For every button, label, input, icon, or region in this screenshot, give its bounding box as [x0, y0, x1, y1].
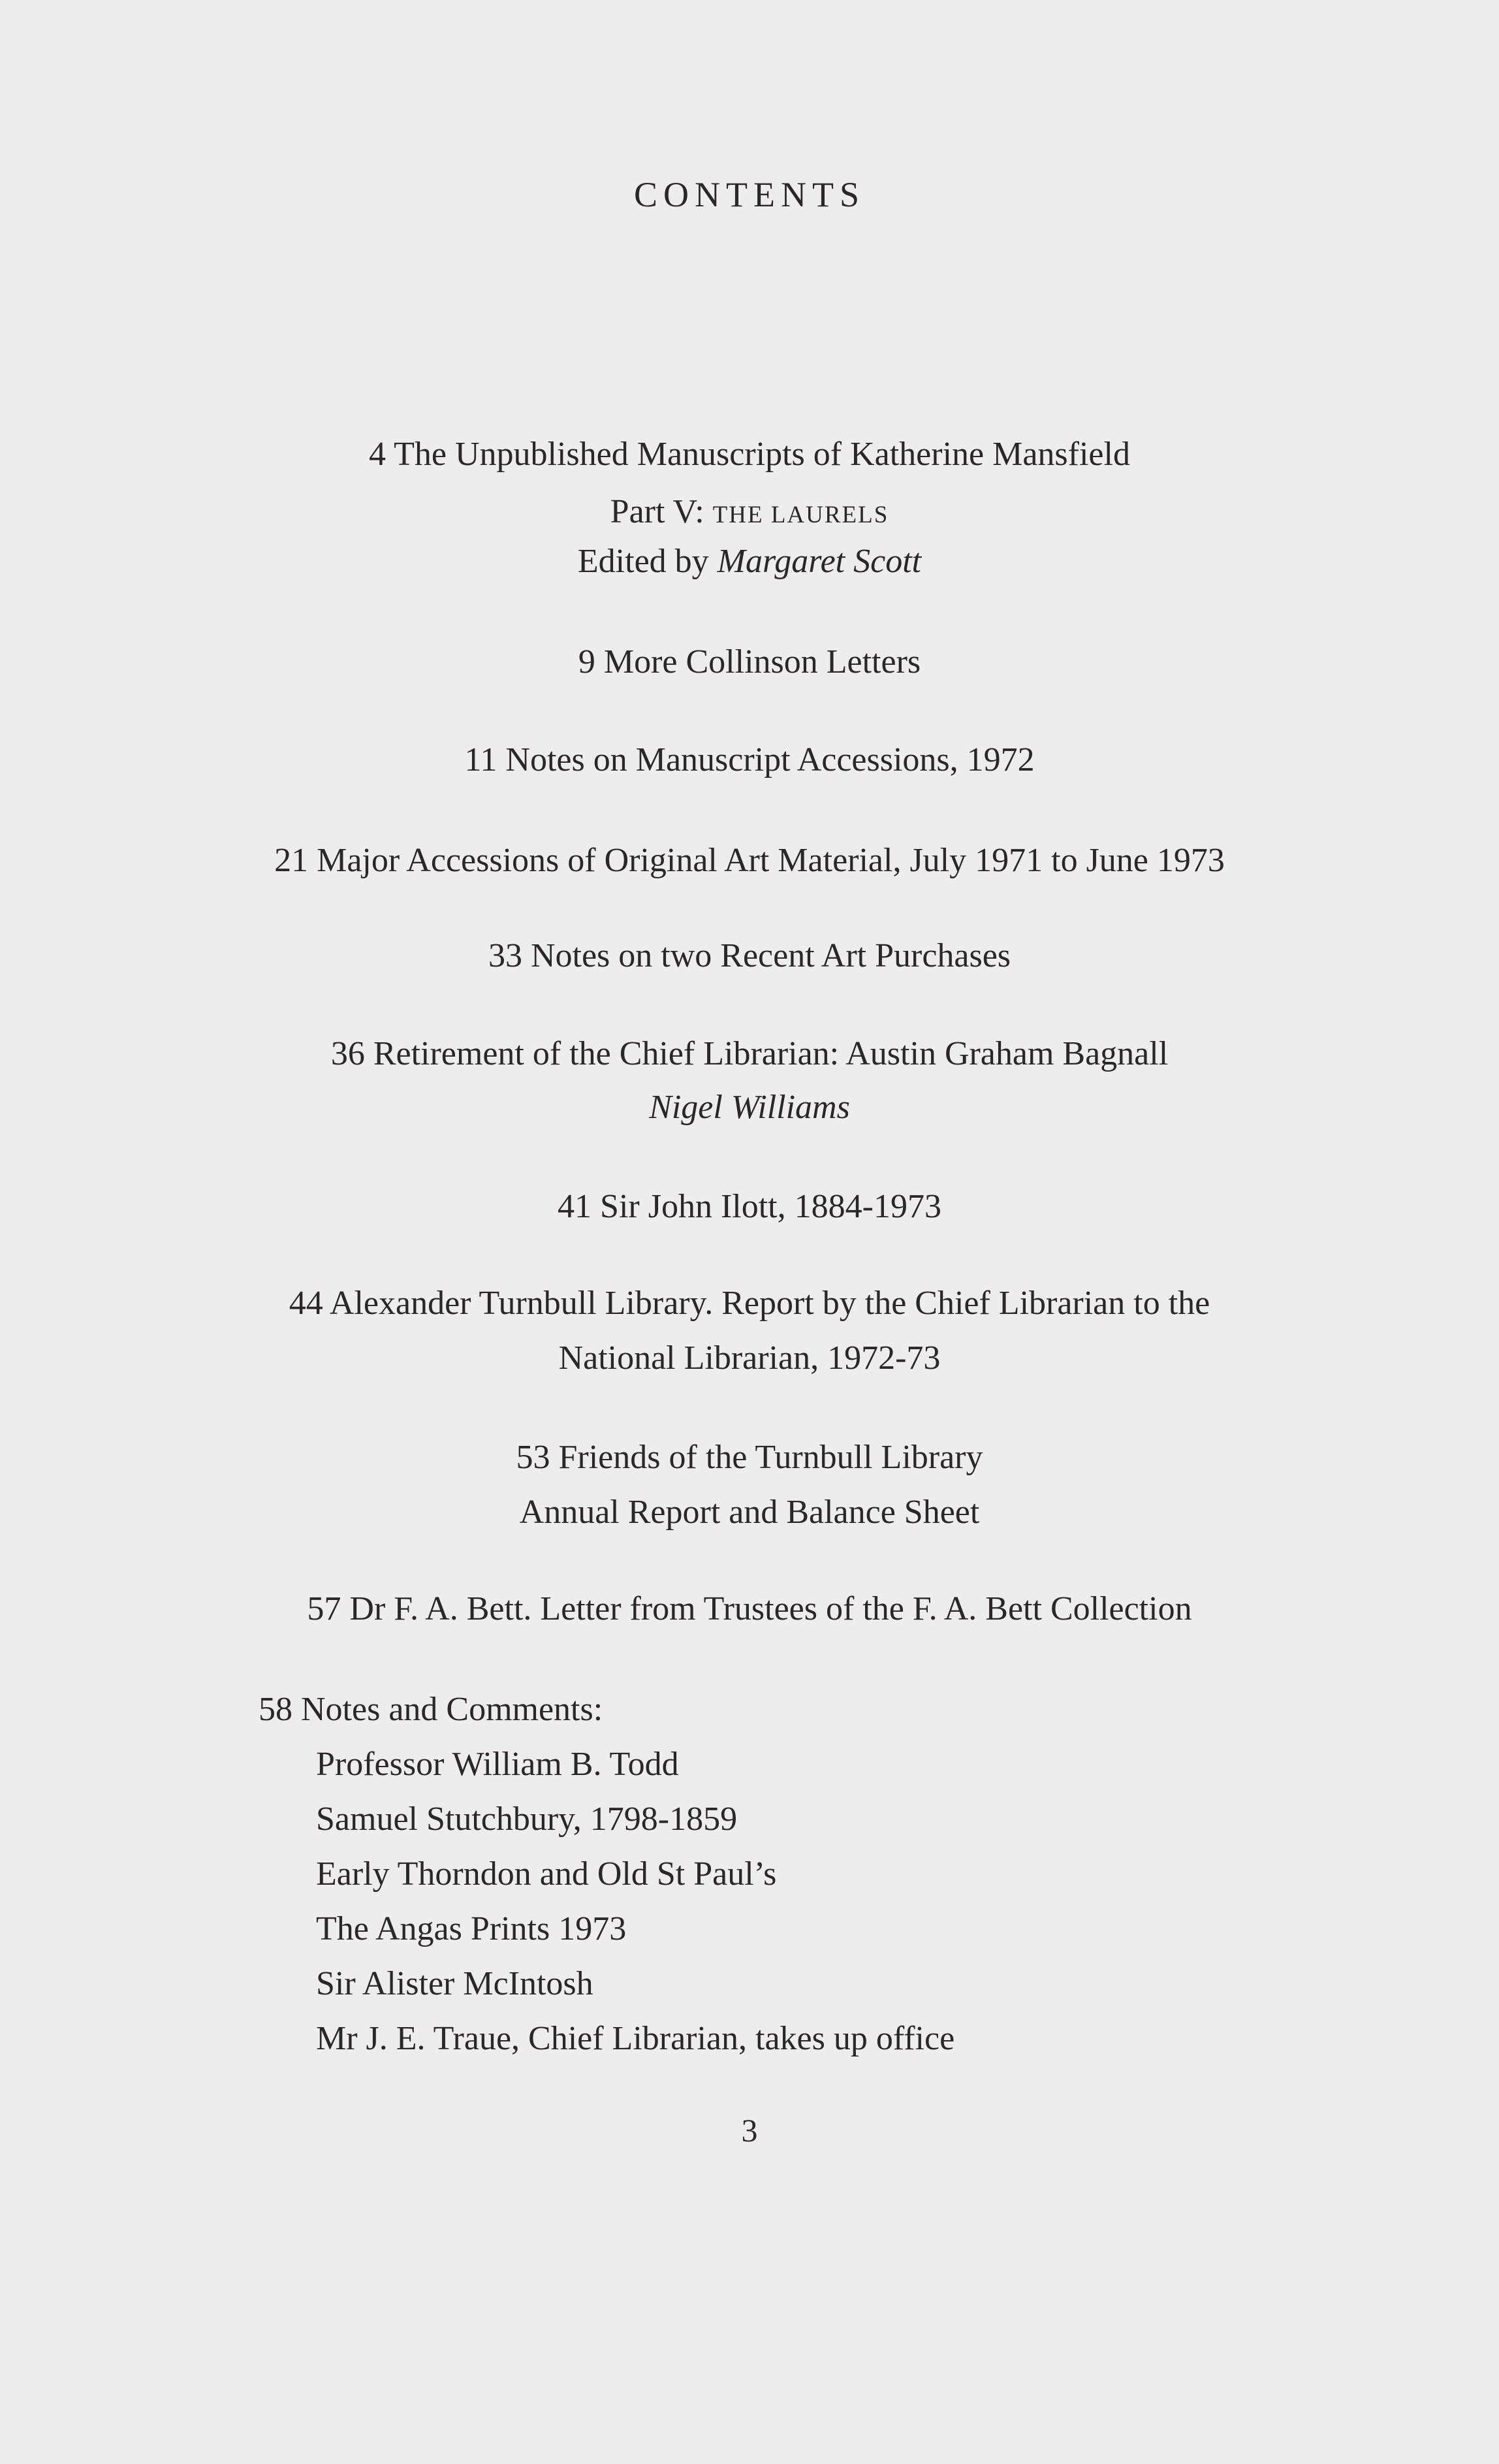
page-ref: 36: [330, 1035, 365, 1072]
part-name: THE LAURELS: [712, 502, 889, 528]
page-number: 3: [741, 2112, 758, 2149]
page-ref: 11: [464, 741, 497, 778]
entry-title: Notes on two Recent Art Purchases: [530, 937, 1011, 974]
entry-title: Notes and Comments:: [301, 1691, 603, 1728]
page-ref: 41: [558, 1188, 592, 1225]
toc-subline: [0, 541, 1499, 583]
page-title: CONTENTS: [634, 175, 865, 214]
toc-entry: [0, 840, 1499, 882]
edited-prefix: Edited by: [577, 543, 709, 580]
toc-subline: [0, 491, 1499, 536]
notes-item: Mr J. E. Traue, Chief Librarian, takes up office: [316, 2020, 955, 2057]
entry-continuation: National Librarian, 1972-73: [558, 1339, 941, 1377]
entry-title: Dr F. A. Bett. Letter from Trustees of the F. A. Bett Collection: [349, 1590, 1192, 1627]
toc-entry: [0, 1283, 1499, 1324]
toc-entry: [0, 739, 1499, 781]
page-ref: 53: [516, 1439, 550, 1476]
entry-title: Sir John Ilott, 1884-1973: [600, 1188, 941, 1225]
notes-item: Early Thorndon and Old St Paul’s: [316, 1855, 777, 1893]
page-ref: 33: [488, 937, 522, 974]
toc-entry: [0, 1033, 1499, 1075]
toc-entry: [0, 1437, 1499, 1479]
page-ref: 57: [307, 1590, 341, 1627]
entry-title: Friends of the Turnbull Library: [558, 1439, 983, 1476]
entry-title: Notes on Manuscript Accessions, 1972: [505, 741, 1035, 778]
notes-item: Professor William B. Todd: [316, 1746, 679, 1783]
toc-entry: [0, 641, 1499, 683]
entry-title: Retirement of the Chief Librarian: Austin Graham Bagnall: [373, 1035, 1169, 1072]
page-ref: 4: [369, 436, 387, 473]
toc-entry: [0, 434, 1499, 475]
entry-title: More Collinson Letters: [603, 643, 921, 680]
notes-item: The Angas Prints 1973: [316, 1910, 627, 1947]
toc-entry: [0, 1186, 1499, 1228]
notes-item: Sir Alister McIntosh: [316, 1965, 593, 2002]
part-prefix: Part V:: [610, 493, 704, 530]
page-ref: 58: [259, 1691, 292, 1728]
entry-title: Major Accessions of Original Art Material, July 1971 to June 1973: [317, 842, 1225, 879]
toc-entry: [259, 1689, 603, 1731]
editor-name: Margaret Scott: [717, 543, 922, 580]
notes-item: Samuel Stutchbury, 1798-1859: [316, 1800, 738, 1838]
entry-title: Alexander Turnbull Library. Report by the Chief Librarian to the: [329, 1285, 1210, 1322]
page-ref: 21: [274, 842, 309, 879]
entry-title: The Unpublished Manuscripts of Katherine Mansfield: [394, 436, 1130, 473]
page-ref: 44: [289, 1285, 323, 1322]
entry-author: Nigel Williams: [649, 1089, 850, 1126]
entry-continuation: Annual Report and Balance Sheet: [519, 1494, 980, 1531]
toc-entry: [0, 1588, 1499, 1630]
toc-entry: [0, 935, 1499, 977]
page-ref: 9: [578, 643, 595, 680]
